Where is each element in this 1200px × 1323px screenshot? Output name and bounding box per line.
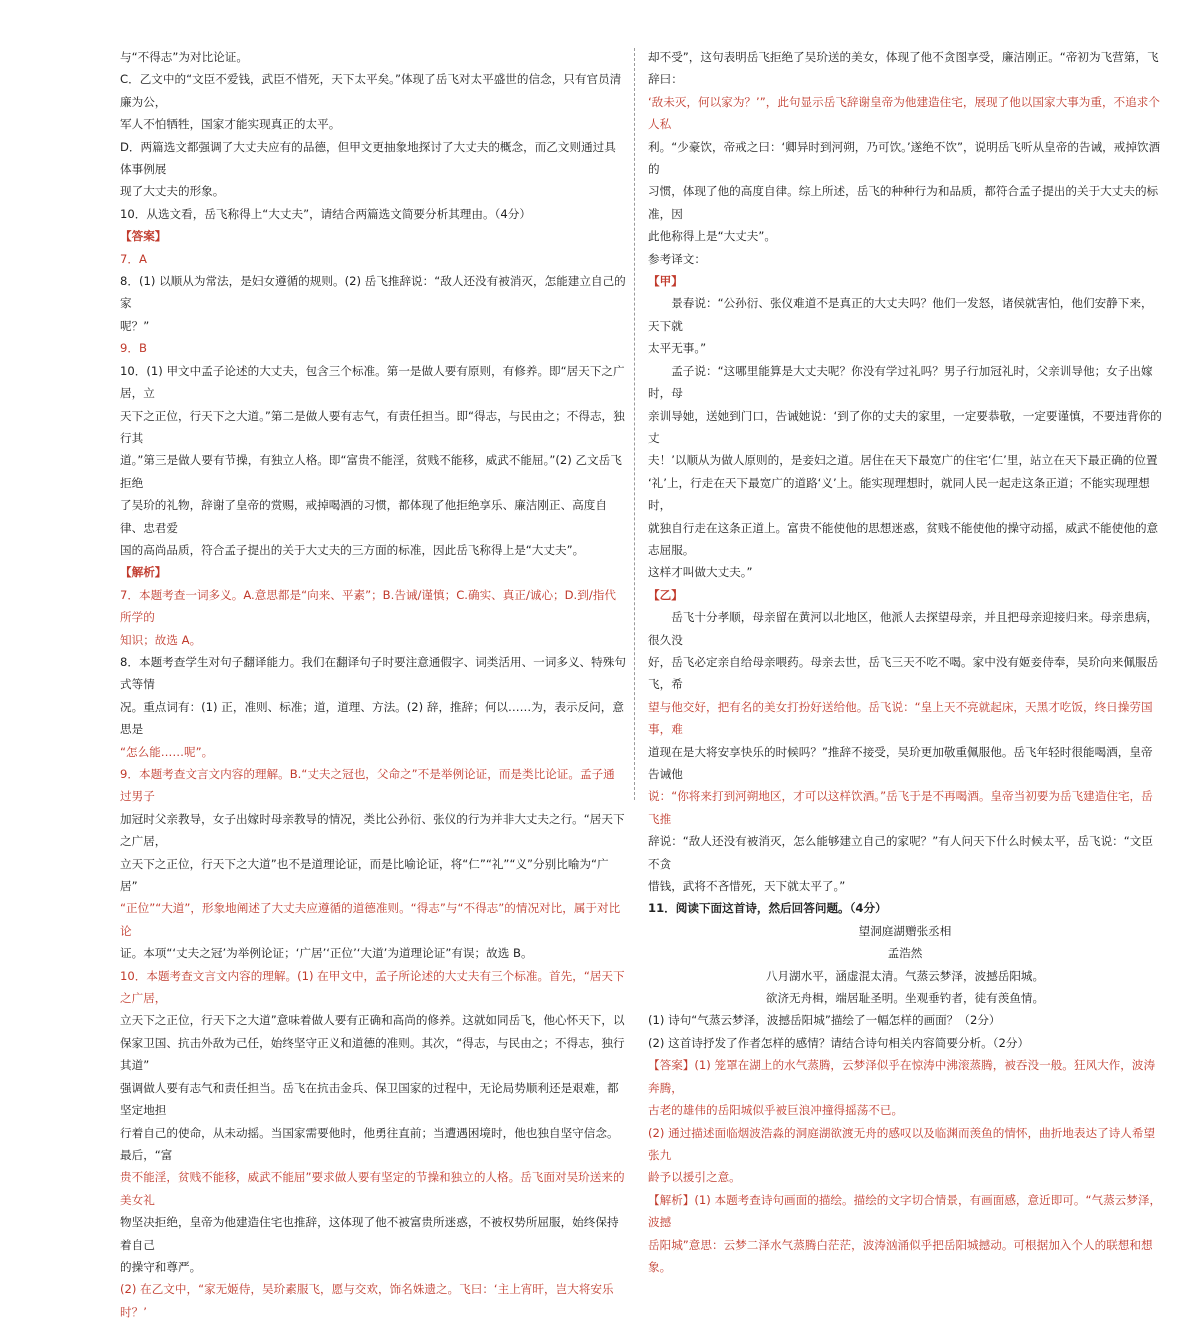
text-line: 物坚决拒绝，皇帝为他建造住宅也推辞，这体现了他不被富贵所迷惑，不被权势所屈服，始终保持着自己 [120,1215,619,1252]
option-c: C．乙文中的“文臣不爱钱，武臣不惜死，天下太平矣。”体现了岳飞对太平盛世的信念，只有官员清廉为公， [120,72,622,109]
section-yi-heading: 【乙】 [648,587,683,602]
text-line: 夫！’以顺从为做人原则的，是妾妇之道。居住在天下最宽广的住宅‘仁’里，站立在天下最正确的位置 [648,453,1158,468]
translation-paragraph: 岳飞十分孝顺，母亲留在黄河以北地区，他派人去探望母亲，并且把母亲迎接归来。母亲患病，很久没 [648,610,1159,647]
question-11-2: (2) 这首诗抒发了作者怎样的感情？请结合诗句相关内容简要分析。（2分） [648,1035,1030,1050]
text-line: 岳阳城”意思：云梦二泽水气蒸腾白茫茫，波涛汹涌似乎把岳阳城撼动。可根据加入个人的联想和想象。 [648,1237,1153,1274]
answer-heading: 【答案】 [120,229,167,244]
text-line: 就独自行走在这条正道上。富贵不能使他的思想迷惑，贫贱不能使他的操守动摇，威武不能使他的意志屈服。 [648,520,1159,557]
text-line: 贵不能淫，贫贱不能移，威武不能屈”要求做人要有坚定的节操和独立的人格。岳飞面对吴玠送来的美女礼 [120,1170,625,1207]
text-line: ‘礼’上，行走在天下最宽广的道路‘义’上。能实现理想时，就同人民一起走这条正道；不能实现理想时， [648,475,1150,513]
text-line: 古老的雄伟的岳阳城似乎被巨浪冲撞得摇荡不已。 [648,1103,904,1118]
analysis-9: 9．本题考查文言文内容的理解。B.“丈夫之冠也，父命之”不是举例论证，而是类比论证。孟子通过男子 [120,767,615,804]
text-line: 好，岳飞必定亲自给母亲喂药。母亲去世，岳飞三天不吃不喝。家中没有姬妾侍奉，吴玠向来佩服岳飞，希 [648,654,1159,692]
text-line: 了吴玠的礼物，辞谢了皇帝的赏赐，戒掉喝酒的习惯，都体现了他拒绝享乐、廉洁刚正、高度自律、忠君爱 [120,498,607,535]
answer-9: 9．B [120,341,147,356]
text-line: 天下之正位，行天下之大道。”第二是做人要有志气，有责任担当。即“得志，与民由之；不得志，独行其 [120,408,625,445]
analysis-10: 10．本题考查文言文内容的理解。(1) 在甲文中，孟子所论述的大丈夫有三个标准。首先，“居天下之广居， [120,968,625,1006]
poem-title: 望洞庭湖赠张丞相 [858,923,952,938]
question-11: 11．阅读下面这首诗，然后回答问题。（4分） [648,901,887,916]
text-line: 与“不得志”为对比论证。 [120,50,248,64]
text-line: 亲训导她，送她到门口，告诫她说：‘到了你的丈夫的家里，一定要恭敬，一定要谨慎，不要违背你的丈 [648,408,1162,445]
text-line: 况。重点词有：(1) 正，准则、标准；道，道理、方法。(2) 辞，推辞；何以……为，表示反问，意思是 [120,699,624,737]
poem-line: 欲济无舟楫，端居耻圣明。坐观垂钓者，徒有羡鱼情。 [765,991,1045,1006]
text-line: 呢？” [120,318,150,333]
translation-paragraph: 景春说：“公孙衍、张仪难道不是真正的大丈夫吗？他们一发怒，诸侯就害怕，他们安静下来，天下就 [648,296,1153,333]
text-line: ‘敌未灭，何以家为？’”，此句显示岳飞辞谢皇帝为他建造住宅，展现了他以国家大事为重，不追求个人私 [648,94,1160,132]
poem-author: 孟浩然 [887,946,923,961]
text-line: “怎么能……呢”。 [120,744,214,759]
text-line: 习惯，体现了他的高度自律。综上所述，岳飞的种种行为和品质，都符合孟子提出的关于大丈夫的标准，因 [648,184,1159,221]
poem-line: 八月湖水平，涵虚混太清。气蒸云梦泽，波撼岳阳城。 [765,968,1045,983]
translation-heading: 参考译文： [648,251,706,266]
section-jia-heading: 【甲】 [648,274,683,289]
option-d: D．两篇选文都强调了大丈夫应有的品德，但甲文更抽象地探讨了大丈夫的概念，而乙文则通过具体事例展 [120,139,616,177]
text-line: 说：“你将来打到河朔地区，才可以这样饮酒。”岳飞于是不再喝酒。皇帝当初要为岳飞建造住宅，岳飞推 [648,789,1153,826]
text-line: 望与他交好，把有名的美女打扮好送给他。岳飞说：“皇上天不亮就起床，天黑才吃饭，终日操劳国事，难 [648,699,1153,737]
answer-8: 8．(1) 以顺从为常法，是妇女遵循的规则。(2) 岳飞推辞说：“敌人还没有被消灭，怎能建立自己的家 [120,274,626,311]
analysis-8: 8．本题考查学生对句子翻译能力。我们在翻译句子时要注意通假字、词类活用、一词多义、特殊句式等情 [120,654,626,692]
text-line: 的操守和尊严。 [120,1259,202,1274]
question-10: 10．从选文看，岳飞称得上“大丈夫”，请结合两篇选文简要分析其理由。（4分） [120,206,531,221]
text-line: 国的高尚品质，符合孟子提出的关于大丈夫的三方面的标准，因此岳飞称得上是“大丈夫”。 [120,542,585,557]
text-line: 立天下之正位，行天下之大道”也不是道理论证，而是比喻论证，将“仁”“礼”“义”分别比喻为“广居” [120,856,609,894]
text-line: (2) 通过描述面临烟波浩淼的洞庭湖欲渡无舟的感叹以及临渊而羡鱼的情怀，曲折地表达了诗人希望张九 [648,1125,1156,1162]
analysis-heading: 【解析】 [120,565,167,580]
question-11-1: (1) 诗句“气蒸云梦泽，波撼岳阳城”描绘了一幅怎样的画面？（2分） [648,1013,1001,1028]
left-column [120,46,626,1323]
translation-paragraph: 孟子说：“这哪里能算是大丈夫呢？你没有学过礼吗？男子行加冠礼时，父亲训导他；女子出嫁时，母 [648,363,1153,401]
analysis-11: 【解析】(1) 本题考查诗句画面的描绘。描绘的文字切合情景，有画面感，意近即可。“气蒸云梦泽，波撼 [648,1192,1162,1230]
text-line: 加冠时父亲教导，女子出嫁时母亲教导的情况，类比公孙衍、张仪的行为并非大丈夫之行。“居天下之广居， [120,811,625,849]
text-line: 利。“少豪饮，帝戒之曰：‘卿异时到河朔，乃可饮。’遂绝不饮”，说明岳飞听从皇帝的告诫，戒掉饮酒的 [648,139,1161,177]
text-line: 此他称得上是“大丈夫”。 [648,229,776,244]
answer-10: 10．(1) 甲文中孟子论述的大丈夫，包含三个标准。第一是做人要有原则，有修养。即“居天下之广居，立 [120,363,625,401]
text-line: 这样才叫做大丈夫。” [648,565,753,580]
text-line: 现了大丈夫的形象。 [120,184,225,199]
text-line: 立天下之正位，行天下之大道”意味着做人要有正确和高尚的修养。这就如同岳飞，他心怀天下，以 [120,1013,625,1028]
text-line: 道现在是大将安享快乐的时候吗？”推辞不接受，吴玠更加敬重佩服他。岳飞年轻时很能喝酒，皇帝告诫他 [648,744,1153,781]
text-line: 行着自己的使命，从未动摇。当国家需要他时，他勇往直前；当遭遇困境时，他也独自坚守信念。最后，“富 [120,1125,619,1162]
text-line: 却不受”，这句表明岳飞拒绝了吴玠送的美女，体现了他不贪图享受，廉洁刚正。“帝初为飞营第，飞辞曰： [648,50,1159,87]
right-column [648,46,1162,1278]
answer-11: 【答案】(1) 笼罩在湖上的水气蒸腾，云梦泽似乎在惊涛中沸滚蒸腾，被吞没一般。狂风大作，波涛奔腾， [648,1058,1156,1095]
text-line: 辞说：“敌人还没有被消灭，怎么能够建立自己的家呢？”有人问天下什么时候太平，岳飞说：“文臣不贪 [648,834,1153,871]
text-line: “正位”“大道”，形象地阐述了大丈夫应遵循的道德准则。“得志”与“不得志”的情况对比，属于对比论 [120,901,621,938]
text-line: 太平无事。” [648,341,707,356]
analysis-7: 7．本题考查一词多义。A.意思都是“向来、平素”；B.告诫/谨慎；C.确实、真正/诚心；D.到/指代所学的 [120,587,616,625]
text-line: (2) 在乙文中，“家无姬侍，吴玠素服飞，愿与交欢，饰名姝遗之。飞曰：‘主上宵旰，岂大将安乐时？’ [120,1282,614,1319]
text-line: 保家卫国、抗击外敌为己任，始终坚守正义和道德的准则。其次，“得志，与民由之；不得志，独行其道” [120,1035,625,1073]
text-line: 惜钱，武将不吝惜死，天下就太平了。” [648,879,846,894]
answer-7: 7．A [120,251,147,266]
text-line: 道。”第三是做人要有节操，有独立人格。即“富贵不能淫，贫贱不能移，威武不能屈。”(2) 乙文岳飞拒绝 [120,453,622,490]
text-line: 龄予以援引之意。 [648,1170,741,1185]
text-line: 知识；故选 A。 [120,632,202,647]
text-line: 证。本项“‘丈夫之冠’为举例论证；‘广居’‘正位’‘大道’为道理论证”有误；故选 B。 [120,946,533,961]
column-divider [634,48,635,800]
text-line: 军人不怕牺牲，国家才能实现真正的太平。 [120,117,341,132]
text-line: 强调做人要有志气和责任担当。岳飞在抗击金兵、保卫国家的过程中，无论局势顺利还是艰难，都坚定地担 [120,1080,619,1118]
